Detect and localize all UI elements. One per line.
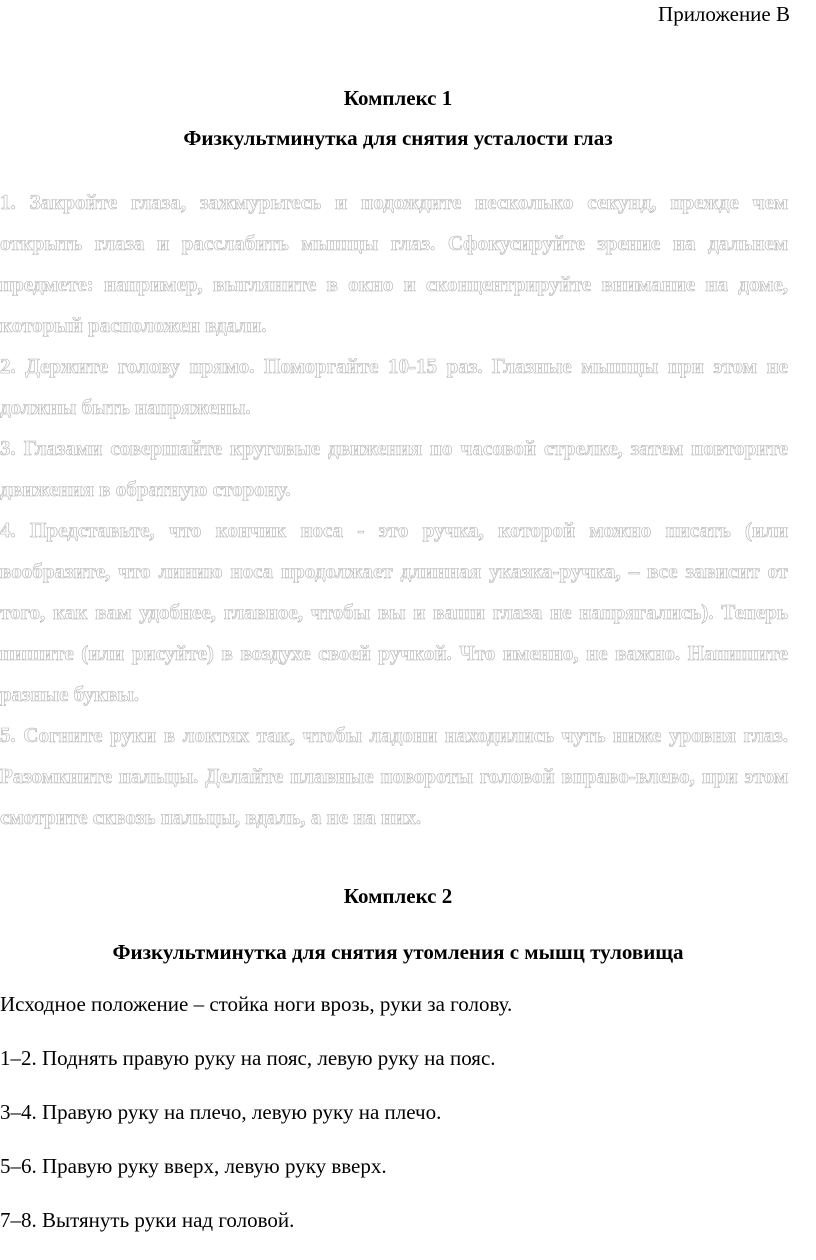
complex2-subtitle: Физкультминутка для снятия утомления с мышц туловища [112,940,684,964]
complex1-title: Комплекс 1 [343,86,453,110]
complex2-step-7-8: 7–8. Вытянуть руки над головой. [0,1208,295,1232]
exercise-item-2: 2. Держите голову прямо. Поморгайте 10-15 раз. Глазные мышцы при этом не должны быть напряжены. [0,354,788,419]
complex2-title: Комплекс 2 [343,884,453,908]
exercise-item-4: 4. Представьте, что кончик носа - это ручка, которой можно писать (или вообразите, что линию носа продолжает длинная указка-ручка, – все зависит от того, как вам удобнее, главное, чтобы вы и ваши глаза не напрягались). Теперь пишите (или рисуйте) в воздухе своей ручкой. Что именно, не важно. Напишите разные буквы. [0,518,788,706]
complex2-step-3-4: 3–4. Правую руку на плечо, левую руку на плечо. [0,1100,442,1124]
complex1-subtitle: Физкультминутка для снятия усталости глаз [183,126,613,150]
complex1-exercise-list [0,182,788,838]
complex2-step-5-6: 5–6. Правую руку вверх, левую руку вверх. [0,1154,387,1178]
complex2-start-position: Исходное положение – стойка ноги врозь, руки за голову. [0,992,513,1016]
exercise-item-5: 5. Согните руки в локтях так, чтобы ладони находились чуть ниже уровня глаз. Разомкните пальцы. Делайте плавные повороты головой вправо-влево, при этом смотрите сквозь пальцы, вдаль, а не на них. [0,723,788,829]
complex2-step-1-2: 1–2. Поднять правую руку на пояс, левую руку на пояс. [0,1046,496,1070]
appendix-label: Приложение В [658,2,790,26]
exercise-item-3: 3. Глазами совершайте круговые движения по часовой стрелке, затем повторите движения в обратную сторону. [0,436,788,501]
exercise-item-1: 1. Закройте глаза, зажмурьтесь и подождите несколько секунд, прежде чем открыть глаза и расслабить мышцы глаз. Сфокусируйте зрение на дальнем предмете: например, выгляните в окно и сконцентрируйте внимание на доме, который расположен вдали. [0,190,788,337]
